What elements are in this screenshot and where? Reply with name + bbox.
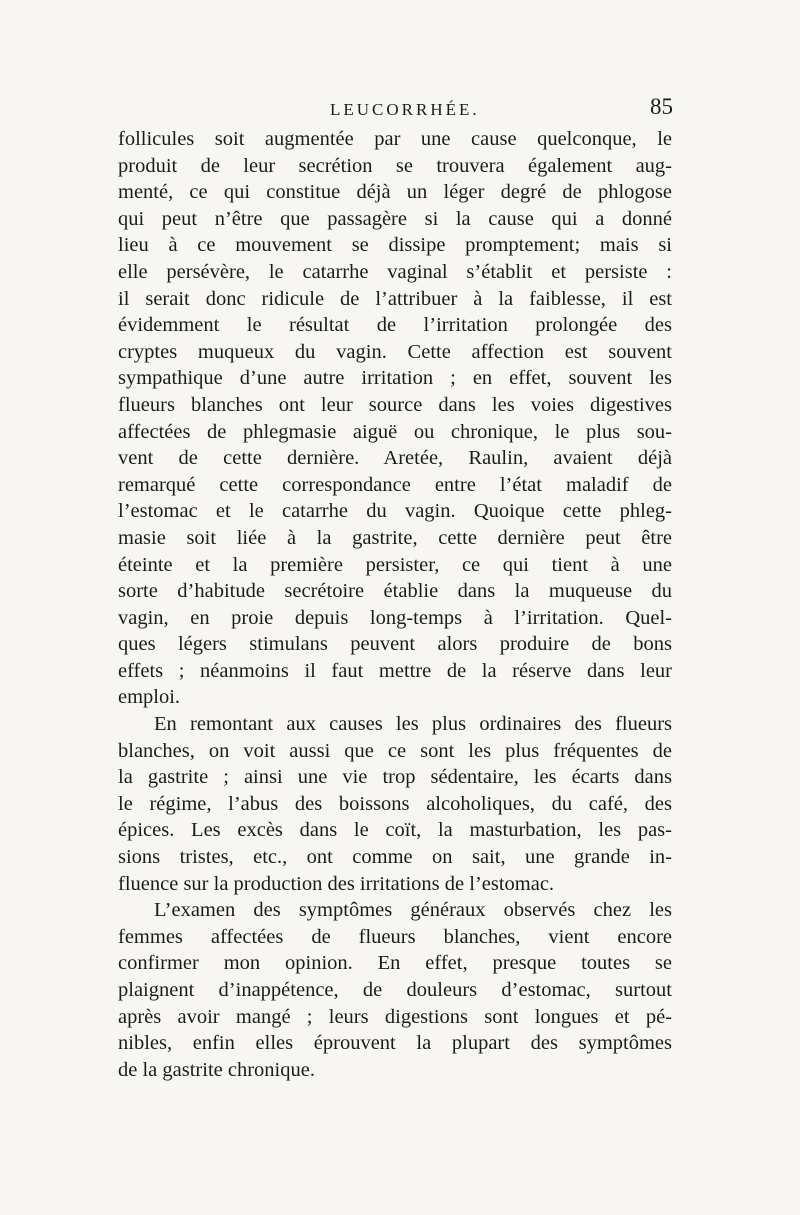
text-line: épices. Les excès dans le coït, la masturbation, les pas-	[118, 819, 672, 842]
text-line: nibles, enfin elles éprouvent la plupart des symptômes	[118, 1032, 672, 1055]
body-text	[118, 126, 672, 1083]
text-line: fluence sur la production des irritations de l’estomac.	[118, 872, 555, 895]
text-line: follicules soit augmentée par une cause quelconque, le	[118, 128, 672, 150]
text-line: qui peut n’être que passagère si la cause qui a donné	[118, 207, 672, 230]
text-line: effets ; néanmoins il faut mettre de la réserve dans leur	[118, 659, 672, 682]
text-line: il serait donc ridicule de l’attribuer à la faiblesse, il est	[118, 287, 672, 310]
text-line: En remontant aux causes les plus ordinaires des flueurs	[154, 713, 672, 736]
text-line: affectées de phlegmasie aiguë ou chronique, le plus sou-	[118, 420, 672, 443]
text-line: la gastrite ; ainsi une vie trop sédentaire, les écarts dans	[118, 766, 672, 789]
text-line: évidemment le résultat de l’irritation prolongée des	[118, 314, 672, 337]
text-line: lieu à ce mouvement se dissipe promptement; mais si	[118, 234, 672, 257]
text-line: cryptes muqueux du vagin. Cette affection est souvent	[118, 340, 672, 363]
text-line: confirmer mon opinion. En effet, presque toutes se	[118, 952, 672, 975]
text-line: plaignent d’inappétence, de douleurs d’estomac, surtout	[118, 979, 672, 1001]
text-line: flueurs blanches ont leur source dans les voies digestives	[118, 393, 672, 416]
text-line: femmes affectées de flueurs blanches, vient encore	[118, 925, 672, 948]
text-line: produit de leur secrétion se trouvera également aug-	[118, 154, 672, 177]
text-line: de la gastrite chronique.	[118, 1058, 315, 1081]
text-line: L’examen des symptômes généraux observés chez les	[154, 899, 672, 922]
text-line: emploi.	[118, 686, 181, 709]
running-head: LEUCORRHÉE.	[330, 100, 480, 119]
text-line: remarqué cette correspondance entre l’état maladif de	[118, 473, 672, 496]
text-line: sions tristes, etc., ont comme on sait, une grande in-	[118, 846, 672, 869]
text-line: éteinte et la première persister, ce qui tient à une	[118, 553, 672, 576]
text-line: l’estomac et le catarrhe du vagin. Quoique cette phleg-	[118, 500, 672, 523]
text-line: le régime, l’abus des boissons alcoholiques, du café, des	[118, 792, 672, 815]
page-number: 85	[650, 94, 673, 119]
text-line: ques légers stimulans peuvent alors produire de bons	[118, 633, 672, 656]
text-line: masie soit liée à la gastrite, cette dernière peut être	[118, 526, 672, 549]
text-line: vent de cette dernière. Aretée, Raulin, avaient déjà	[118, 447, 672, 470]
text-line: elle persévère, le catarrhe vaginal s’établit et persiste :	[118, 260, 672, 283]
text-line: blanches, on voit aussi que ce sont les plus fréquentes de	[118, 739, 672, 762]
text-line: sorte d’habitude secrétoire établie dans la muqueuse du	[118, 580, 672, 603]
text-line: vagin, en proie depuis long-temps à l’irritation. Quel-	[118, 606, 672, 629]
text-line: après avoir mangé ; leurs digestions sont longues et pé-	[118, 1005, 672, 1028]
text-line: sympathique d’une autre irritation ; en effet, souvent les	[118, 367, 672, 390]
text-line: menté, ce qui constitue déjà un léger degré de phlogose	[118, 181, 672, 204]
